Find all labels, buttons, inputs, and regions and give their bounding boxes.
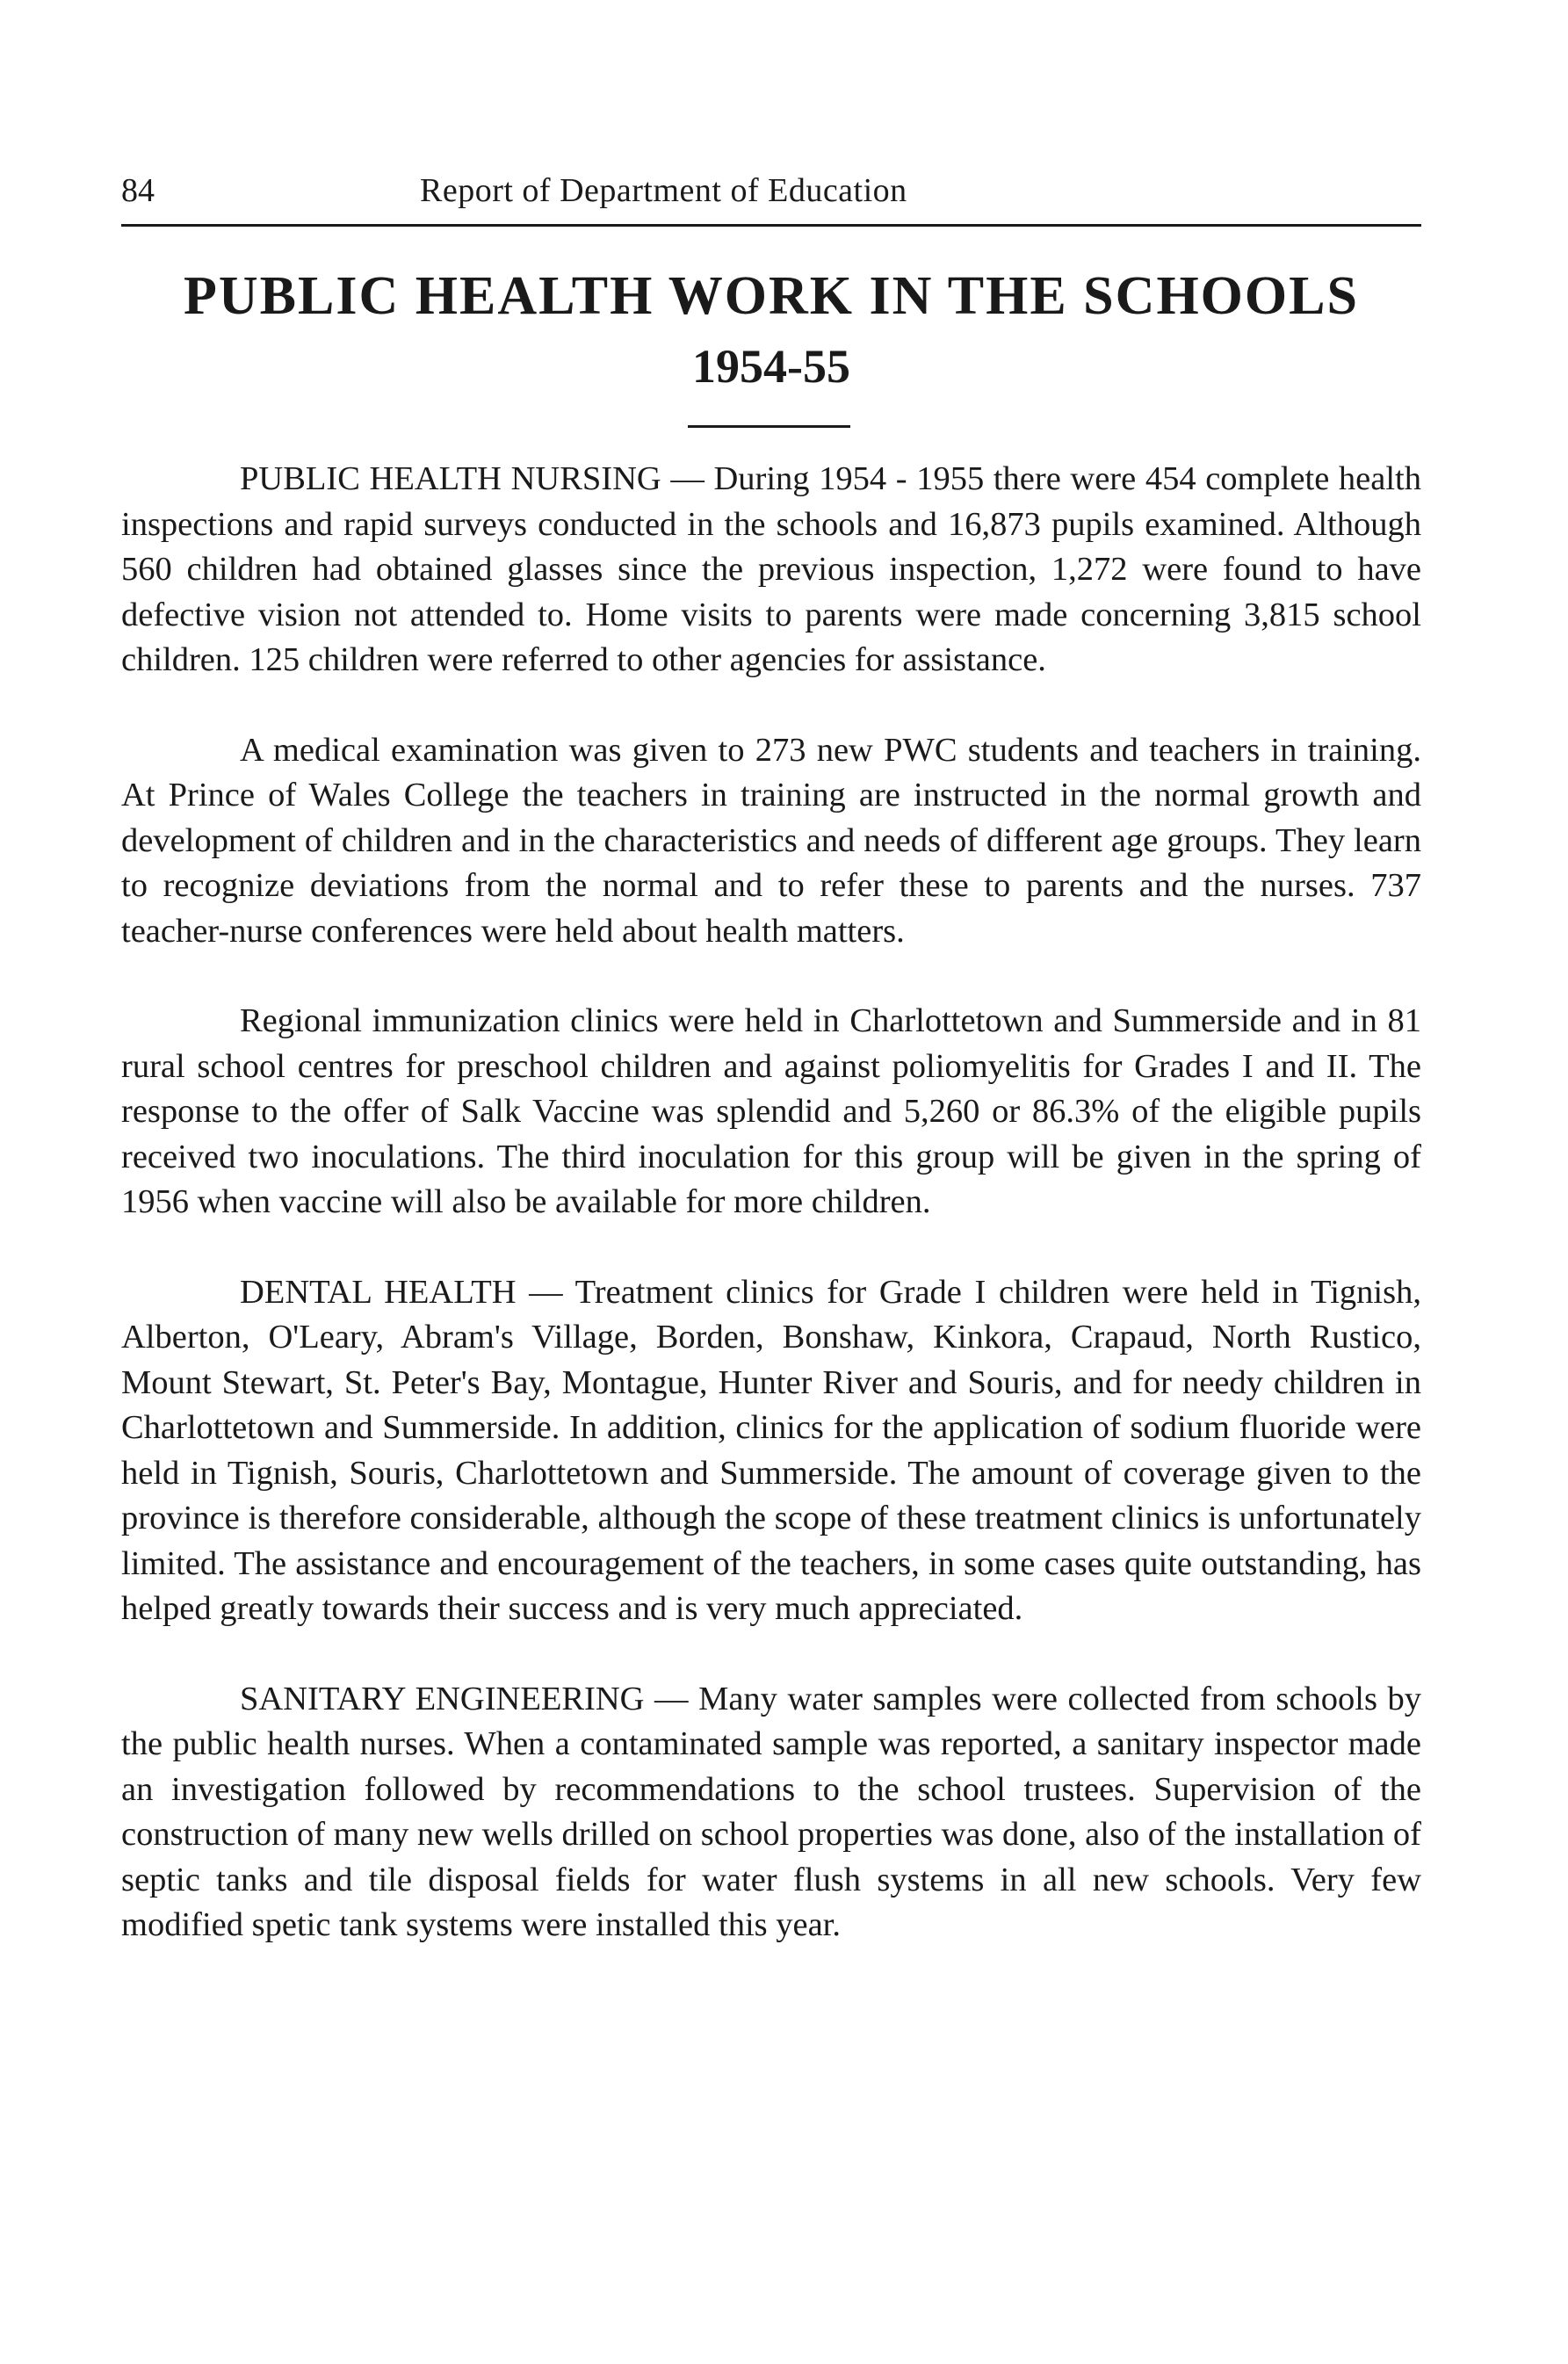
title-rule [688, 425, 850, 428]
running-title: Report of Department of Education [420, 172, 907, 209]
body-text [121, 457, 1421, 1948]
paragraph-dental-health: DENTAL HEALTH — Treatment clinics for Grade I children were held in Tignish, Alberton, O'Leary, Abram's Village, Borden, Bonshaw, Kinkora, Crapaud, North Rustico, Mount Stewart, St. Peter's Bay, Montague, Hunter River and Souris, and for needy children in Charlottetown and Summerside. In addition, clinics for the application of sodium fluoride were held in Tignish, Souris, Charlottetown and Summerside. The amount of coverage given to the province is therefore considerable, although the scope of these treatment clinics is unfortunately limited. The assistance and encouragement of the teachers, in some cases quite outstanding, has helped greatly towards their success and is very much appreciated. [121, 1273, 1421, 1627]
header-rule [121, 224, 1421, 227]
paragraph-medical-examination: A medical examination was given to 273 new PWC students and teachers in training. At Prince of Wales College the teachers in training are instructed in the normal growth and development of children and in the characteristics and needs of different age groups. They learn to recognize deviations from the normal and to refer these to parents and the nurses. 737 teacher-nurse conferences were held about health matters. [121, 731, 1421, 950]
page-number: 84 [121, 172, 155, 209]
page-title: PUBLIC HEALTH WORK IN THE SCHOOLS [184, 266, 1359, 326]
paragraph-sanitary-engineering: SANITARY ENGINEERING — Many water samples were collected from schools by the public health nurses. When a contaminated sample was reported, a sanitary inspector made an investigation followed by recommendations to the school trustees. Supervision of the construction of many new wells drilled on school properties was done, also of the installation of septic tanks and tile disposal fields for water flush systems in all new schools. Very few modified spetic tank systems were installed this year. [121, 1680, 1421, 1943]
running-head [121, 171, 1421, 224]
page-subtitle: 1954-55 [692, 340, 850, 393]
paragraph-immunization: Regional immunization clinics were held in Charlottetown and Summerside and in 81 rural school centres for preschool children and against poliomyelitis for Grades I and II. The response to the offer of Salk Vaccine was splendid and 5,260 or 86.3% of the eligible pupils received two inoculations. The third inoculation for this group will be given in the spring of 1956 when vaccine will also be available for more children. [121, 1002, 1421, 1220]
paragraph-public-health-nursing: PUBLIC HEALTH NURSING — During 1954 - 1955 there were 454 complete health inspections and rapid surveys conducted in the schools and 16,873 pupils examined. Although 560 children had obtained glasses since the previous inspection, 1,272 were found to have defective vision not attended to. Home visits to parents were made concerning 3,815 school children. 125 children were referred to other agencies for assistance. [121, 460, 1421, 678]
